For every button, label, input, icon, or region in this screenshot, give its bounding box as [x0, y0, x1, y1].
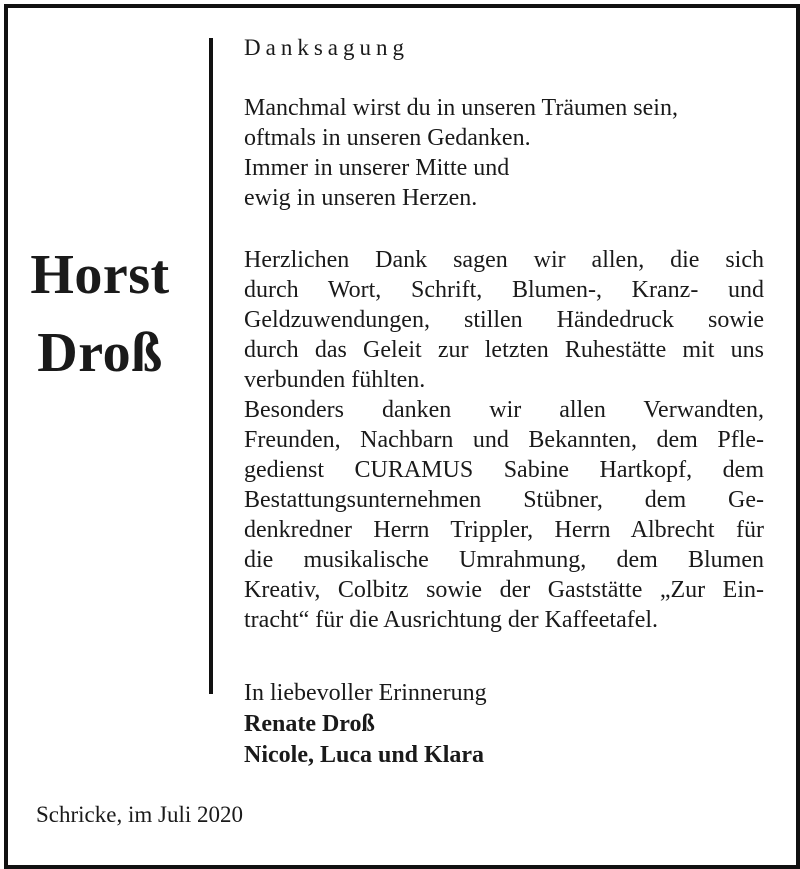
thanks-line: tracht“ für die Ausrichtung der Kaffeetafel. — [244, 607, 659, 633]
thanks-line: denkredner Herrn Trippler, Herrn Albrecht für — [244, 517, 764, 543]
poem-line: oftmals in unseren Gedanken. — [244, 125, 531, 151]
poem-line: Manchmal wirst du in unseren Träumen sein, — [244, 95, 678, 121]
thanks-line: verbunden fühlten. — [244, 367, 426, 393]
thanks-line: Freunden, Nachbarn und Bekannten, dem Pfle- — [244, 427, 764, 453]
thanks-paragraph — [244, 245, 764, 635]
thanks-line: Kreativ, Colbitz sowie der Gaststätte „Zur Ein- — [244, 577, 764, 603]
deceased-last-name: Droß — [37, 322, 163, 384]
thanks-line: Besonders danken wir allen Verwandten, — [244, 397, 764, 423]
thanks-line: durch Wort, Schrift, Blumen-, Kranz- und — [244, 277, 764, 303]
thanks-line: Bestattungsunternehmen Stübner, dem Ge- — [244, 487, 764, 513]
thanks-line: durch das Geleit zur letzten Ruhestätte mit uns — [244, 337, 764, 363]
notice-heading: Danksagung — [244, 35, 409, 60]
thanks-line: gedienst CURAMUS Sabine Hartkopf, dem — [244, 457, 764, 483]
poem-line: Immer in unserer Mitte und — [244, 155, 510, 181]
poem-line: ewig in unseren Herzen. — [244, 185, 478, 211]
deceased-first-name: Horst — [30, 244, 170, 306]
signature-intro: In liebevoller Erinnerung — [244, 680, 487, 706]
memorial-poem — [244, 93, 678, 213]
signatory-name: Renate Droß — [244, 711, 375, 737]
place-and-date: Schricke, im Juli 2020 — [36, 802, 243, 827]
thanks-line: Herzlichen Dank sagen wir allen, die sich — [244, 247, 764, 273]
deceased-name — [0, 236, 200, 392]
thanks-line: Geldzuwendungen, stillen Händedruck sowie — [244, 307, 764, 333]
vertical-divider — [209, 38, 213, 694]
signature-block — [244, 678, 487, 771]
thanks-line: die musikalische Umrahmung, dem Blumen — [244, 547, 764, 573]
signatory-name: Nicole, Luca und Klara — [244, 742, 485, 768]
